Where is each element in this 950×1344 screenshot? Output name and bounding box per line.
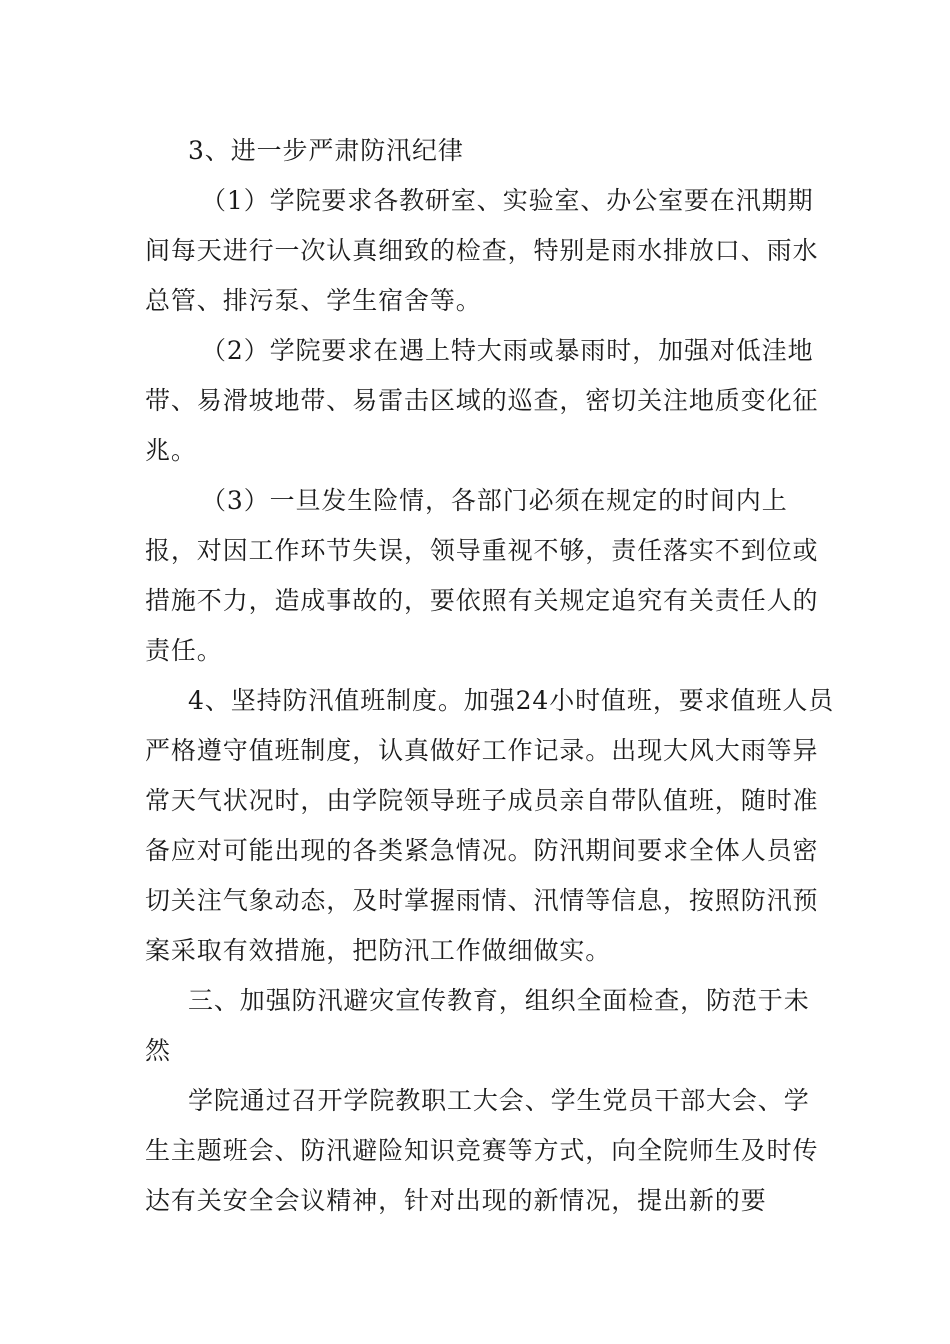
paragraph-body: 学院通过召开学院教职工大会、学生党员干部大会、学生主题班会、防汛避险知识竞赛等方式，向全院师生及时传达有关安全会议精神，针对出现的新情况，提出新的要 [145, 1086, 819, 1215]
paragraph-item-3: （3）一旦发生险情，各部门必须在规定的时间内上报，对因工作环节失误，领导重视不够，责任落实不到位或措施不力，造成事故的，要依照有关规定追究有关责任人的责任。 [145, 486, 819, 665]
section-heading-3: 三、加强防汛避灾宣传教育，组织全面检查，防范于未然 [145, 986, 810, 1065]
paragraph-item-2: （2）学院要求在遇上特大雨或暴雨时，加强对低洼地带、易滑坡地带、易雷击区域的巡查，密切关注地质变化征兆。 [145, 336, 819, 465]
paragraph-item-1: （1）学院要求各教研室、实验室、办公室要在汛期期间每天进行一次认真细致的检查，特别是雨水排放口、雨水总管、排污泵、学生宿舍等。 [145, 186, 819, 315]
document-body [145, 126, 835, 1226]
paragraph-heading-3: 3、进一步严肃防汛纪律 [188, 136, 464, 165]
paragraph-heading-4: 4、坚持防汛值班制度。加强24小时值班，要求值班人员严格遵守值班制度，认真做好工作记录。出现大风大雨等异常天气状况时，由学院领导班子成员亲自带队值班，随时准备应对可能出现的各类紧急情况。防汛期间要求全体人员密切关注气象动态，及时掌握雨情、汛情等信息，按照防汛预案采取有效措施，把防汛工作做细做实。 [145, 686, 835, 965]
